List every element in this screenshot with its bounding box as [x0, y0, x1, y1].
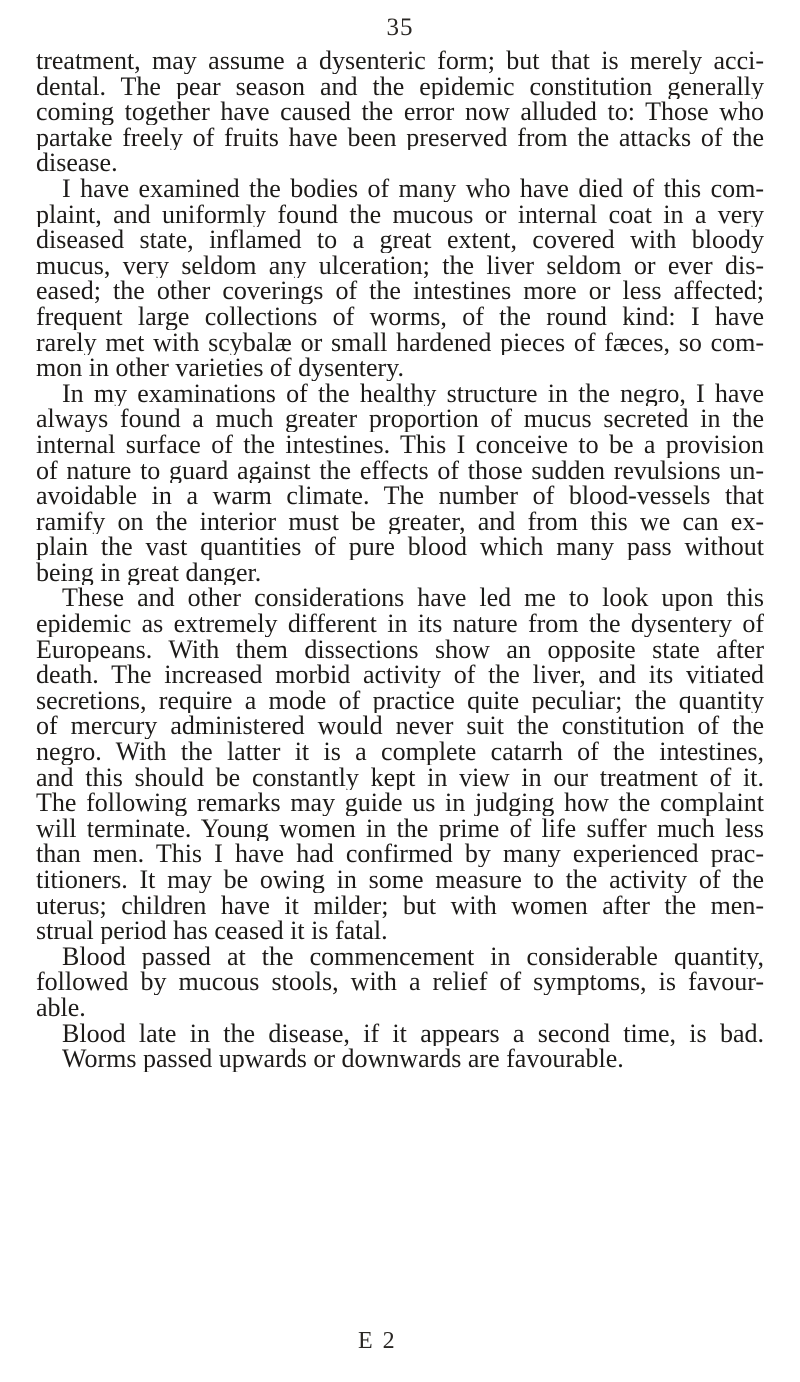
text-line: eased; the other coverings of the intestines more or less affected;: [36, 278, 764, 304]
text-line: Europeans. With them dissections show an opposite state after: [36, 636, 764, 663]
text-line: mucus, very seldom any ulceration; the liver seldom or ever dis-: [36, 252, 764, 279]
text-line: Worms passed upwards or downwards are favourable.: [62, 1046, 624, 1072]
text-line: In my examinations of the healthy structure in the negro, I have: [62, 380, 764, 407]
text-line: death. The increased morbid activity of the liver, and its vitiated: [36, 662, 764, 688]
text-line: Blood late in the disease, if it appears a second time, is bad.: [62, 1020, 764, 1047]
text-line: and this should be constantly kept in view in our treatment of it.: [36, 764, 764, 791]
text-line: internal surface of the intestines. This I conceive to be a provision: [36, 431, 764, 458]
text-line: uterus; children have it milder; but with women after the men-: [36, 892, 764, 919]
text-line: epidemic as extremely different in its nature from the dysentery of: [36, 611, 764, 637]
text-line: always found a much greater proportion of mucus secreted in the: [36, 406, 764, 432]
text-line: These and other considerations have led me to look upon this: [62, 585, 764, 612]
text-line: The following remarks may guide us in judging how the complaint: [36, 790, 764, 816]
text-line: frequent large collections of worms, of the round kind: I have: [36, 303, 764, 330]
text-line: negro. With the latter it is a complete catarrh of the intestines,: [36, 739, 764, 765]
text-line: secretions, require a mode of practice quite peculiar; the quantity: [36, 687, 764, 714]
text-line: followed by mucous stools, with a relief of symptoms, is favour-: [36, 969, 764, 995]
text-line: will terminate. Young women in the prime of life suffer much less: [36, 815, 764, 842]
text-line: disease.: [36, 150, 118, 176]
text-line: avoidable in a warm climate. The number of blood-vessels that: [36, 483, 764, 509]
text-line: rarely met with scybalæ or small hardened pieces of fæces, so com-: [36, 329, 764, 356]
body-text: [36, 48, 764, 1072]
text-line: coming together have caused the error now alluded to: Those who: [36, 99, 764, 125]
text-line: mon in other varieties of dysentery.: [36, 355, 404, 381]
text-line: than men. This I have had confirmed by many experienced prac-: [36, 841, 764, 867]
text-line: of mercury administered would never suit the constitution of the: [36, 713, 764, 740]
text-line: dental. The pear season and the epidemic constitution generally: [36, 73, 764, 100]
text-line: Blood passed at the commencement in considerable quantity,: [62, 943, 764, 970]
text-line: plain the vast quantities of pure blood which many pass without: [36, 534, 764, 560]
text-line: strual period has ceased it is fatal.: [36, 918, 388, 944]
text-line: being in great danger.: [36, 559, 262, 586]
text-line: of nature to guard against the effects of those sudden revulsions un-: [36, 457, 764, 484]
text-line: ramify on the interior must be greater, and from this we can ex-: [36, 508, 764, 535]
text-line: titioners. It may be owing in some measure to the activity of the: [36, 867, 764, 893]
signature-mark: E 2: [358, 1328, 397, 1354]
text-line: treatment, may assume a dysenteric form; but that is merely acci-: [36, 48, 764, 74]
page-number: 35: [386, 14, 414, 41]
text-line: plaint, and uniformly found the mucous or internal coat in a very: [36, 201, 764, 228]
text-line: I have examined the bodies of many who have died of this com-: [62, 175, 764, 202]
text-line: able.: [36, 994, 86, 1021]
text-line: partake freely of fruits have been preserved from the attacks of the: [36, 124, 764, 151]
text-line: diseased state, inflamed to a great extent, covered with bloody: [36, 227, 764, 253]
